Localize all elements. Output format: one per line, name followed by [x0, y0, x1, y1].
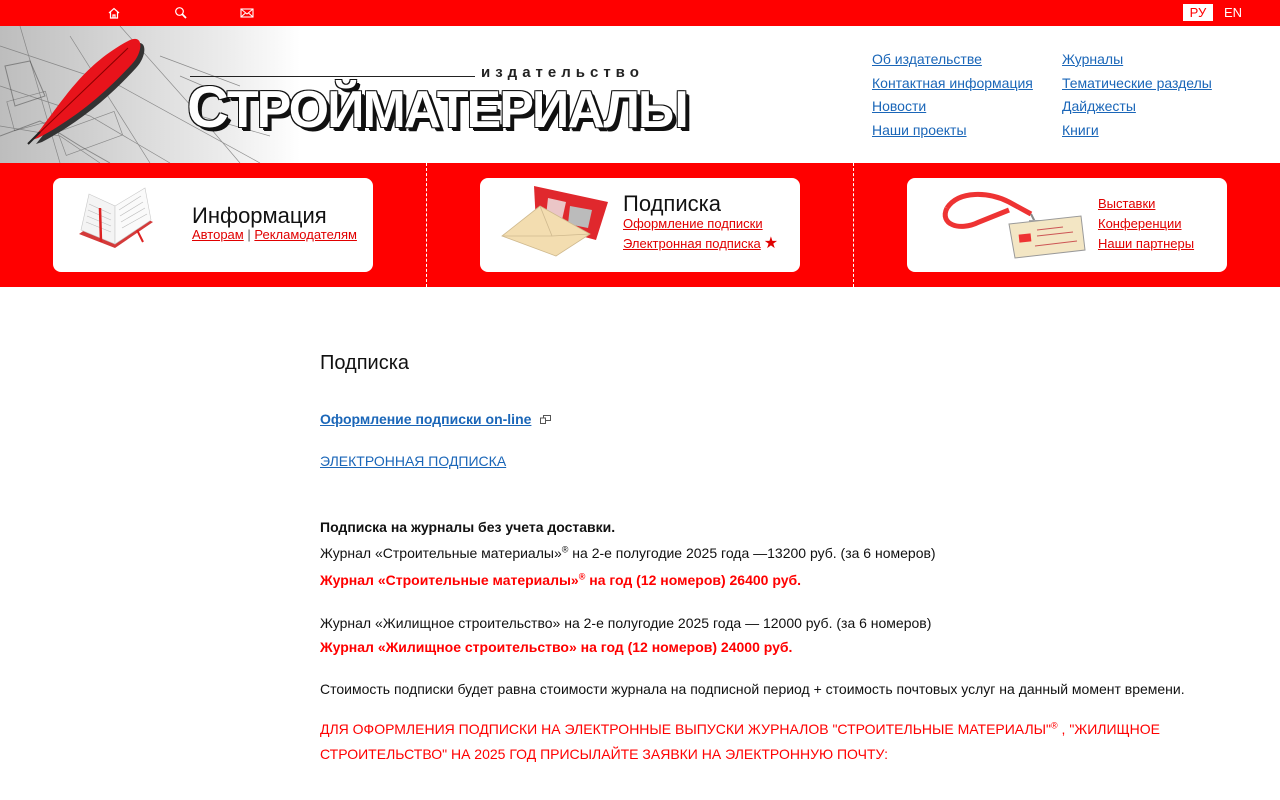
nav-about[interactable]: Об издательстве — [872, 51, 982, 67]
electronic-note-line1: ДЛЯ ОФОРМЛЕНИЯ ПОДПИСКИ НА ЭЛЕКТРОННЫЕ ВЫПУСКИ ЖУРНАЛОВ "СТРОИТЕЛЬНЫЕ МАТЕРИАЛЫ"® , "ЖИЛИЩНОЕ — [320, 720, 1160, 737]
external-link-icon — [540, 415, 551, 424]
nav-topics[interactable]: Тематические разделы — [1062, 74, 1212, 91]
page-title: Подписка — [320, 352, 410, 374]
home-icon[interactable] — [107, 6, 121, 20]
card-title: Информация — [192, 203, 327, 228]
band-divider — [853, 163, 854, 287]
card-information — [53, 178, 373, 272]
nav-books[interactable]: Книги — [1062, 122, 1099, 139]
header-nav-col2 — [1062, 48, 1212, 143]
card-links — [1098, 194, 1194, 254]
card-subscription — [480, 178, 800, 272]
link-partners[interactable]: Наши партнеры — [1098, 236, 1195, 251]
link-electronic-subscription[interactable]: Электронная подписка — [623, 236, 761, 251]
nav-journals[interactable]: Журналы — [1062, 51, 1124, 67]
link-advertisers[interactable]: Рекламодателям — [254, 227, 357, 242]
open-book-icon — [75, 186, 157, 260]
nav-contacts[interactable]: Контактная информация — [872, 74, 1033, 91]
electronic-subscription-link[interactable]: ЭЛЕКТРОННАЯ ПОДПИСКА — [320, 453, 507, 469]
link-subscription-form[interactable]: Оформление подписки — [623, 216, 763, 231]
link-conferences[interactable]: Конференции — [1098, 216, 1182, 231]
link-separator: | — [247, 227, 251, 242]
price-zs-half-year: Журнал «Жилищное строительство» на 2-е полугодие 2025 года — 12000 руб. (за 6 номеров) — [320, 615, 932, 631]
card-links — [623, 214, 778, 254]
logo-prefix: издательство — [481, 64, 644, 81]
card-events — [907, 178, 1227, 272]
subscription-heading: Подписка на журналы без учета доставки. — [320, 519, 616, 535]
online-subscription-link[interactable]: Оформление подписки on-line — [320, 411, 532, 427]
price-sm-year: Журнал «Строительные материалы»® на год (12 номеров) 26400 руб. — [320, 571, 802, 588]
price-sm-half-year: Журнал «Строительные материалы»® на 2-е полугодие 2025 года —13200 руб. (за 6 номеров) — [320, 544, 936, 561]
electronic-note-line2: СТРОИТЕЛЬСТВО" НА 2025 ГОД ПРИСЫЛАЙТЕ ЗАЯВКИ НА ЭЛЕКТРОННУЮ ПОЧТУ: — [320, 746, 888, 762]
lang-en[interactable]: EN — [1223, 5, 1243, 20]
nav-projects[interactable]: Наши проекты — [872, 122, 967, 139]
mail-icon[interactable] — [240, 6, 254, 20]
envelope-magazine-icon — [500, 184, 612, 258]
card-title: Подписка — [623, 191, 721, 216]
feature-band — [0, 163, 1280, 287]
star-icon: ★ — [763, 235, 779, 252]
card-links — [192, 225, 357, 245]
logo-line — [190, 76, 475, 77]
link-exhibitions[interactable]: Выставки — [1098, 196, 1156, 211]
band-divider — [426, 163, 427, 287]
nav-news[interactable]: Новости — [872, 98, 927, 115]
badge-lanyard-icon — [939, 188, 1089, 260]
publisher-logo[interactable] — [185, 60, 687, 140]
link-authors[interactable]: Авторам — [192, 227, 244, 242]
cost-note: Стоимость подписки будет равна стоимости журнала на подписной период + стоимость почтовых услуг на данный момент времени. — [320, 681, 1185, 697]
nav-digests[interactable]: Дайджесты — [1062, 98, 1136, 115]
site-header — [0, 26, 1280, 163]
lang-ru[interactable]: РУ — [1183, 4, 1213, 21]
price-zs-year: Журнал «Жилищное строительство» на год (12 номеров) 24000 руб. — [320, 639, 793, 655]
online-subscription-row — [320, 411, 551, 427]
logo-title: СТРОЙМАТЕРИАЛЫ — [187, 75, 687, 140]
header-nav-col1 — [872, 48, 1033, 143]
search-icon[interactable] — [174, 6, 188, 20]
top-bar — [0, 0, 1280, 26]
